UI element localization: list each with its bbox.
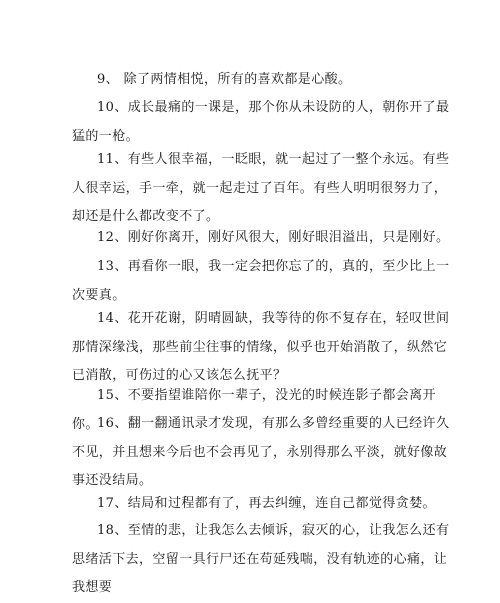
paragraph-18: 18、至情的悲，让我怎么去倾诉，寂灭的心，让我怎么还有思绪活下去，空留一具行尸还在苟延残喘，没有轨迹的心痛，让我想要 (72, 523, 450, 595)
paragraph-16: 16、翻一翻通讯录才发现，有那么多曾经重要的人已经许久不见，并且想来今后也不会再见了，永别得那么平淡，就好像故事还没结局。 (72, 416, 450, 488)
paragraph-14: 14、花开花谢，阴晴圆缺，我等待的你不复存在，轻叹世间那情深缘浅，那些前尘往事的情缘，似乎也开始消散了，纵然它已消散，可伤过的心又该怎么抚平？ (72, 311, 450, 383)
paragraph-11: 11、有些人很幸福，一眨眼，就一起过了一整个永远。有些人很幸运，手一牵，就一起走过了百年。有些人明明很努力了，却还是什么都改变不了。 (72, 152, 450, 224)
paragraph-13: 13、再看你一眼，我一定会把你忘了的，真的，至少比上一次要真。 (72, 259, 450, 303)
paragraph-17: 17、结局和过程都有了，再去纠缠，连自己都觉得贪婪。 (97, 496, 436, 511)
paragraph-15: 15、不要指望谁陪你一辈子，没光的时候连影子都会离开你。 (72, 388, 436, 432)
paragraph-10: 10、成长最痛的一课是，那个你从未设防的人，朝你开了最猛的一枪。 (72, 100, 450, 144)
paragraph-9: 9、 除了两情相悦，所有的喜欢都是心酸。 (97, 72, 352, 87)
paragraph-12: 12、刚好你离开，刚好风很大，刚好眼泪溢出，只是刚好。 (97, 230, 450, 245)
